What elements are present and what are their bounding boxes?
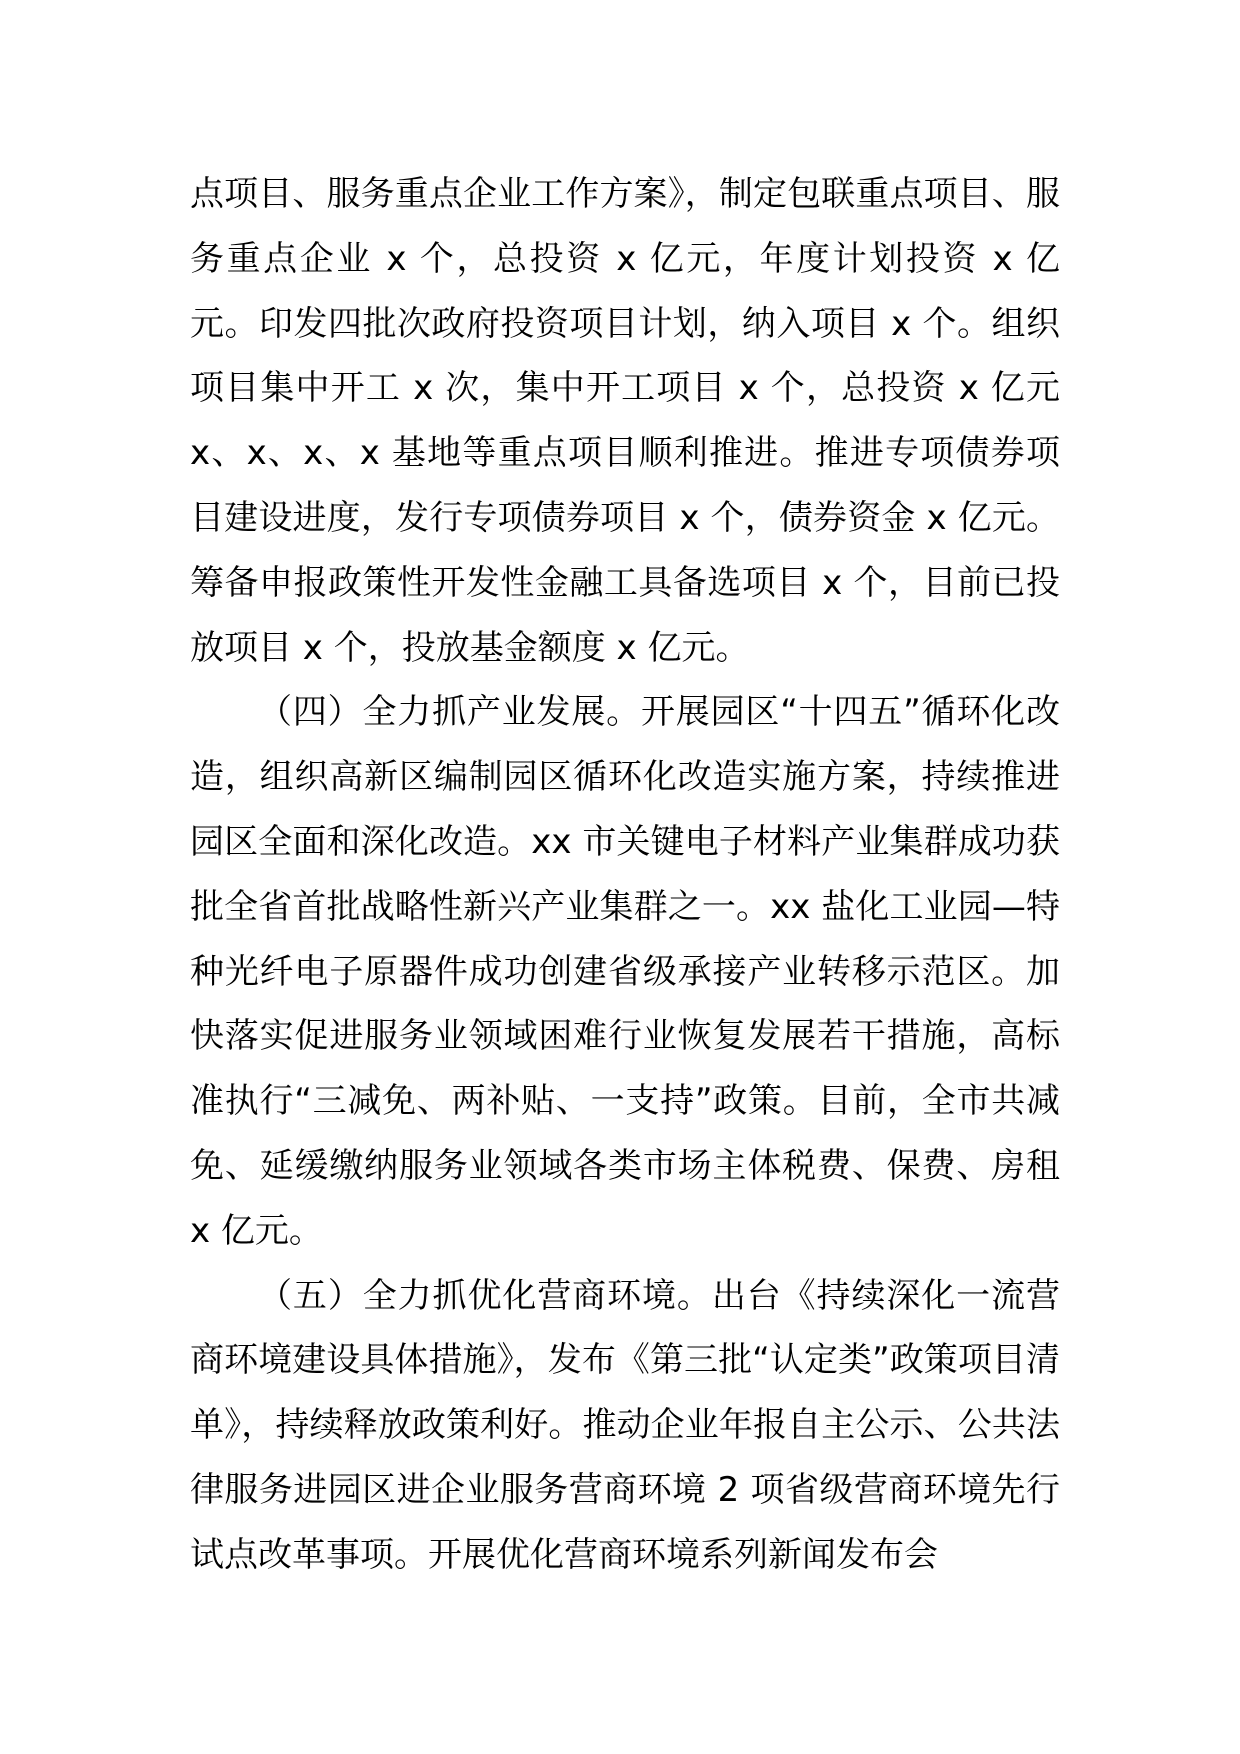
paragraph-business-environment: （五）全力抓优化营商环境。出台《持续深化一流营商环境建设具体措施》，发布《第三批“认定类”政策项目清单》，持续释放政策利好。推动企业年报自主公示、公共法律服务进园区进企业服务营商环境 2 项省级营商环境先行试点改革事项。开展优化营商环境系列新闻发布会 xyxy=(190,1275,1060,1575)
paragraph-industry-development: （四）全力抓产业发展。开展园区“十四五”循环化改造，组织高新区编制园区循环化改造实施方案，持续推进园区全面和深化改造。xx 市关键电子材料产业集群成功获批全省首批战略性新兴产业集群之一。xx 盐化工业园—特种光纤电子原器件成功创建省级承接产业转移示范区。加快落实促进服务业领域困难行业恢复发展若干措施，高标准执行“三减免、两补贴、一支持”政策。目前，全市共减免、延缓缴纳服务业领域各类市场主体税费、保费、房租 x 亿元。 xyxy=(190,692,1060,1251)
body-text xyxy=(190,162,1060,1588)
paragraph-project-investment: 点项目、服务重点企业工作方案》，制定包联重点项目、服务重点企业 x 个，总投资 x 亿元，年度计划投资 x 亿元。印发四批次政府投资项目计划，纳入项目 x 个。组织项目集中开工 x 次，集中开工项目 x 个，总投资 x 亿元 x、x、x、x 基地等重点项目顺利推进。推进专项债券项目建设进度，发行专项债券项目 x 个，债券资金 x 亿元。筹备申报政策性开发性金融工具备选项目 x 个，目前已投放项目 x 个，投放基金额度 x 亿元。 xyxy=(190,174,1060,668)
